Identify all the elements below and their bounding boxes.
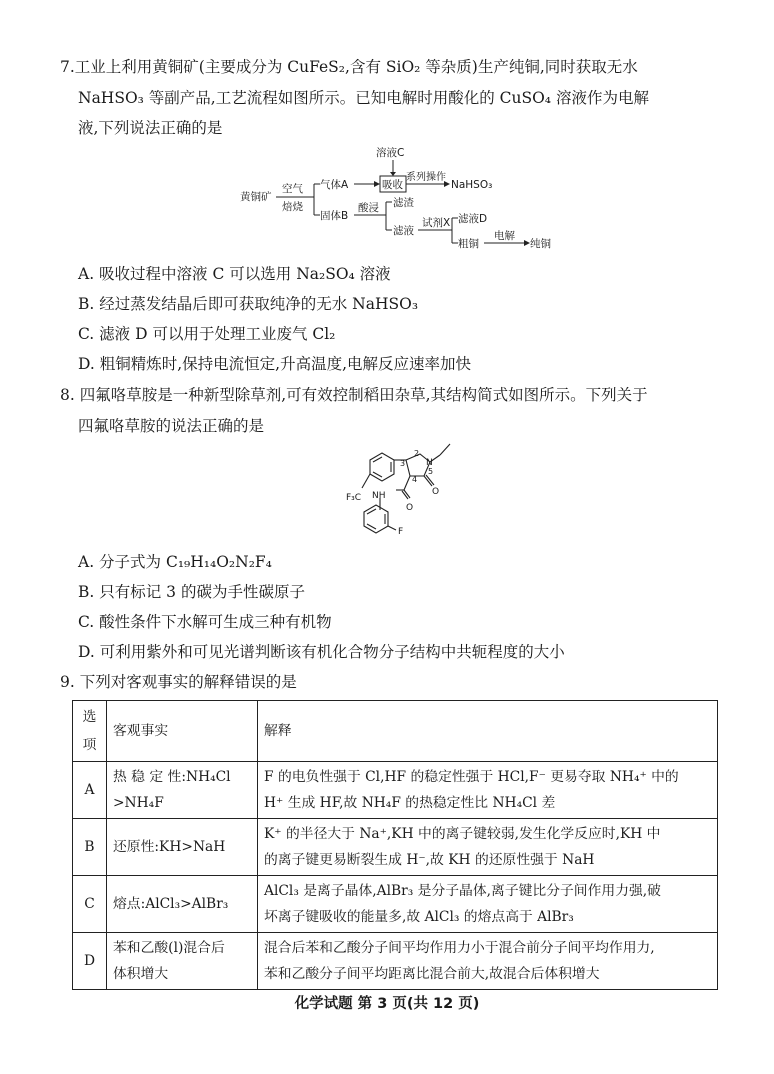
- table-header: 客观事实: [107, 701, 258, 762]
- q8-stem-line1: 8. 四氟咯草胺是一种新型除草剂,可有效控制稻田杂草,其结构简式如图所示。下列关于: [60, 386, 648, 404]
- flow-gasA: 气体A: [320, 179, 349, 191]
- flow-series: 系列操作: [406, 172, 446, 183]
- q7-stem-line2: NaHSO₃ 等副产品,工艺流程如图所示。已知电解时用酸化的 CuSO₄ 溶液作为电解: [78, 89, 649, 107]
- q8-option-a[interactable]: A. 分子式为 C₁₉H₁₄O₂N₂F₄: [78, 553, 272, 571]
- struct-label-4: 4: [412, 475, 418, 484]
- row-option: A: [73, 762, 107, 819]
- q9-stem: 9. 下列对客观事实的解释错误的是: [60, 673, 297, 691]
- flow-air: 空气: [282, 183, 303, 195]
- flow-ore: 黄铜矿: [240, 191, 272, 203]
- q8-stem-line2: 四氟咯草胺的说法正确的是: [78, 417, 265, 435]
- table-row: [73, 819, 718, 876]
- row-option: C: [73, 876, 107, 933]
- row-option: D: [73, 933, 107, 990]
- struct-o1: O: [406, 503, 414, 513]
- table-row: [73, 933, 718, 990]
- table-row: [73, 876, 718, 933]
- q8-option-b[interactable]: B. 只有标记 3 的碳为手性碳原子: [78, 583, 305, 601]
- q7-option-c[interactable]: C. 滤液 D 可以用于处理工业废气 Cl₂: [78, 325, 336, 343]
- table-row: [73, 762, 718, 819]
- table-header: 解释: [258, 701, 718, 762]
- struct-cf3: F₃C: [346, 493, 362, 503]
- flow-solC: 溶液C: [376, 147, 405, 159]
- flow-filtrate: 滤液: [393, 225, 414, 237]
- struct-f: F: [398, 527, 404, 537]
- table-header: 选项: [73, 701, 107, 762]
- flow-acidLeach: 酸浸: [358, 202, 379, 214]
- row-fact: 苯和乙酸(l)混合后 体积增大: [107, 933, 258, 990]
- q7-option-b[interactable]: B. 经过蒸发结晶后即可获取纯净的无水 NaHSO₃: [78, 295, 419, 313]
- struct-nh: NH: [372, 491, 386, 501]
- q7-stem-line1: 7.工业上利用黄铜矿(主要成分为 CuFeS₂,含有 SiO₂ 等杂质)生产纯铜,同时获取无水: [60, 58, 638, 76]
- struct-label-5: 5: [428, 467, 434, 476]
- row-fact: 热 稳 定 性:NH₄Cl >NH₄F: [107, 762, 258, 819]
- q9-table: [72, 700, 718, 990]
- struct-n: N: [426, 458, 433, 468]
- q8-option-d[interactable]: D. 可利用紫外和可见光谱判断该有机化合物分子结构中共轭程度的大小: [78, 643, 565, 661]
- flow-electrolysis: 电解: [494, 230, 515, 242]
- flow-roast: 焙烧: [282, 201, 303, 213]
- flow-absorb: 吸收: [382, 179, 403, 191]
- row-option: B: [73, 819, 107, 876]
- q7-stem-line3: 液,下列说法正确的是: [78, 119, 223, 137]
- flow-residue: 滤渣: [393, 197, 414, 209]
- row-explanation: AlCl₃ 是离子晶体,AlBr₃ 是分子晶体,离子键比分子间作用力强,破 坏离子键吸收的能量多,故 AlCl₃ 的熔点高于 AlBr₃: [258, 876, 718, 933]
- struct-o2: O: [432, 487, 440, 497]
- flow-reagentX: 试剂X: [422, 217, 451, 229]
- table-header-row: [73, 701, 718, 762]
- struct-label-3: 3: [400, 459, 406, 468]
- row-explanation: 混合后苯和乙酸分子间平均作用力小于混合前分子间平均作用力, 苯和乙酸分子间平均距离比混合前大,故混合后体积增大: [258, 933, 718, 990]
- page-footer: 化学试题 第 3 页(共 12 页): [294, 996, 480, 1012]
- row-explanation: K⁺ 的半径大于 Na⁺,KH 中的离子键较弱,发生化学反应时,KH 中 的离子键更易断裂生成 H⁻,故 KH 的还原性强于 NaH: [258, 819, 718, 876]
- q8-structure: [340, 440, 470, 550]
- q7-option-a[interactable]: A. 吸收过程中溶液 C 可以选用 Na₂SO₄ 溶液: [78, 265, 391, 283]
- struct-label-2: 2: [414, 449, 420, 458]
- flow-filtrateD: 滤液D: [458, 213, 488, 225]
- row-fact: 还原性:KH>NaH: [107, 819, 258, 876]
- flow-pureCu: 纯铜: [530, 238, 551, 250]
- row-fact: 熔点:AlCl₃>AlBr₃: [107, 876, 258, 933]
- q7-option-d[interactable]: D. 粗铜精炼时,保持电流恒定,升高温度,电解反应速率加快: [78, 355, 472, 373]
- flow-nahso3: NaHSO₃: [451, 179, 493, 191]
- row-explanation: F 的电负性强于 Cl,HF 的稳定性强于 HCl,F⁻ 更易夺取 NH₄⁺ 中的 H⁺ 生成 HF,故 NH₄F 的热稳定性比 NH₄Cl 差: [258, 762, 718, 819]
- q7-flow-diagram: [230, 142, 560, 260]
- flow-solidB: 固体B: [320, 210, 349, 222]
- q8-option-c[interactable]: C. 酸性条件下水解可生成三种有机物: [78, 613, 332, 631]
- flow-crudeCu: 粗铜: [458, 238, 479, 250]
